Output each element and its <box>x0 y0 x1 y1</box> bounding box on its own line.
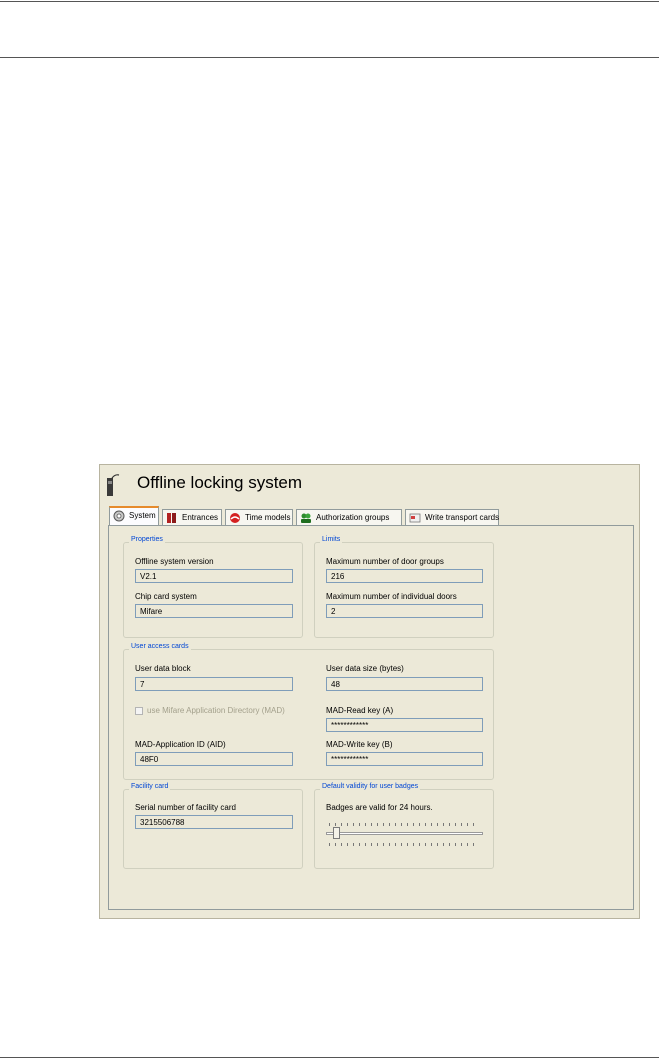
tab-label: Write transport cards <box>425 513 500 522</box>
read-key-field[interactable]: ************ <box>326 718 483 732</box>
write-key-label: MAD-Write key (B) <box>326 740 393 749</box>
user-data-size-label: User data size (bytes) <box>326 664 404 673</box>
tab-label: Time models <box>245 513 291 522</box>
aid-label: MAD-Application ID (AID) <box>135 740 226 749</box>
window-title: Offline locking system <box>137 473 303 492</box>
top-rule-1 <box>0 1 659 2</box>
aid-field[interactable]: 48F0 <box>135 752 293 766</box>
write-key-field[interactable]: ************ <box>326 752 483 766</box>
gear-icon <box>113 510 125 522</box>
tab-write-transport-cards[interactable] <box>405 509 499 525</box>
validity-text: Badges are valid for 24 hours. <box>326 803 433 812</box>
tab-time-models[interactable] <box>225 509 293 525</box>
limits-group <box>314 536 494 638</box>
group-title: Limits <box>322 536 341 543</box>
clock-icon <box>229 512 241 524</box>
individual-doors-field: 2 <box>326 604 483 618</box>
user-data-block-field[interactable]: 7 <box>135 677 293 691</box>
version-field: V2.1 <box>135 569 293 583</box>
serial-number-field[interactable]: 3215506788 <box>135 815 293 829</box>
user-access-cards-group <box>123 643 494 780</box>
app-window <box>99 464 640 919</box>
facility-card-group <box>123 783 303 869</box>
lock-terminal-icon <box>106 473 120 497</box>
version-label: Offline system version <box>135 557 214 566</box>
slider-ticks-bottom <box>329 843 479 846</box>
door-groups-field: 216 <box>326 569 483 583</box>
tab-authorization-groups[interactable] <box>296 509 402 525</box>
validity-slider-track[interactable] <box>326 832 483 835</box>
group-title: Default validity for user badges <box>322 783 419 790</box>
chip-card-field: Mifare <box>135 604 293 618</box>
group-title: Properties <box>131 536 163 543</box>
tab-label: Authorization groups <box>316 513 390 522</box>
user-data-size-field[interactable]: 48 <box>326 677 483 691</box>
properties-group <box>123 536 303 638</box>
tab-entrances[interactable] <box>162 509 222 525</box>
read-key-label: MAD-Read key (A) <box>326 706 394 715</box>
tab-label: System <box>129 511 156 520</box>
system-tab-panel <box>108 525 634 910</box>
door-icon <box>166 512 178 524</box>
card-icon <box>409 512 421 524</box>
bottom-rule <box>0 1057 659 1058</box>
tab-label: Entrances <box>182 513 219 522</box>
door-groups-label: Maximum number of door groups <box>326 557 444 566</box>
serial-number-label: Serial number of facility card <box>135 803 236 812</box>
mad-checkbox[interactable] <box>135 707 143 715</box>
validity-slider-thumb[interactable] <box>333 827 340 839</box>
user-data-block-label: User data block <box>135 664 191 673</box>
group-title: Facility card <box>131 783 169 790</box>
tab-system[interactable] <box>109 506 159 525</box>
group-icon <box>300 512 312 524</box>
top-rule-2 <box>0 57 659 58</box>
default-validity-group <box>314 783 494 869</box>
group-title: User access cards <box>131 643 189 650</box>
slider-ticks-top <box>329 823 479 826</box>
chip-card-label: Chip card system <box>135 592 197 601</box>
mad-checkbox-label: use Mifare Application Directory (MAD) <box>147 706 285 715</box>
individual-doors-label: Maximum number of individual doors <box>326 592 457 601</box>
